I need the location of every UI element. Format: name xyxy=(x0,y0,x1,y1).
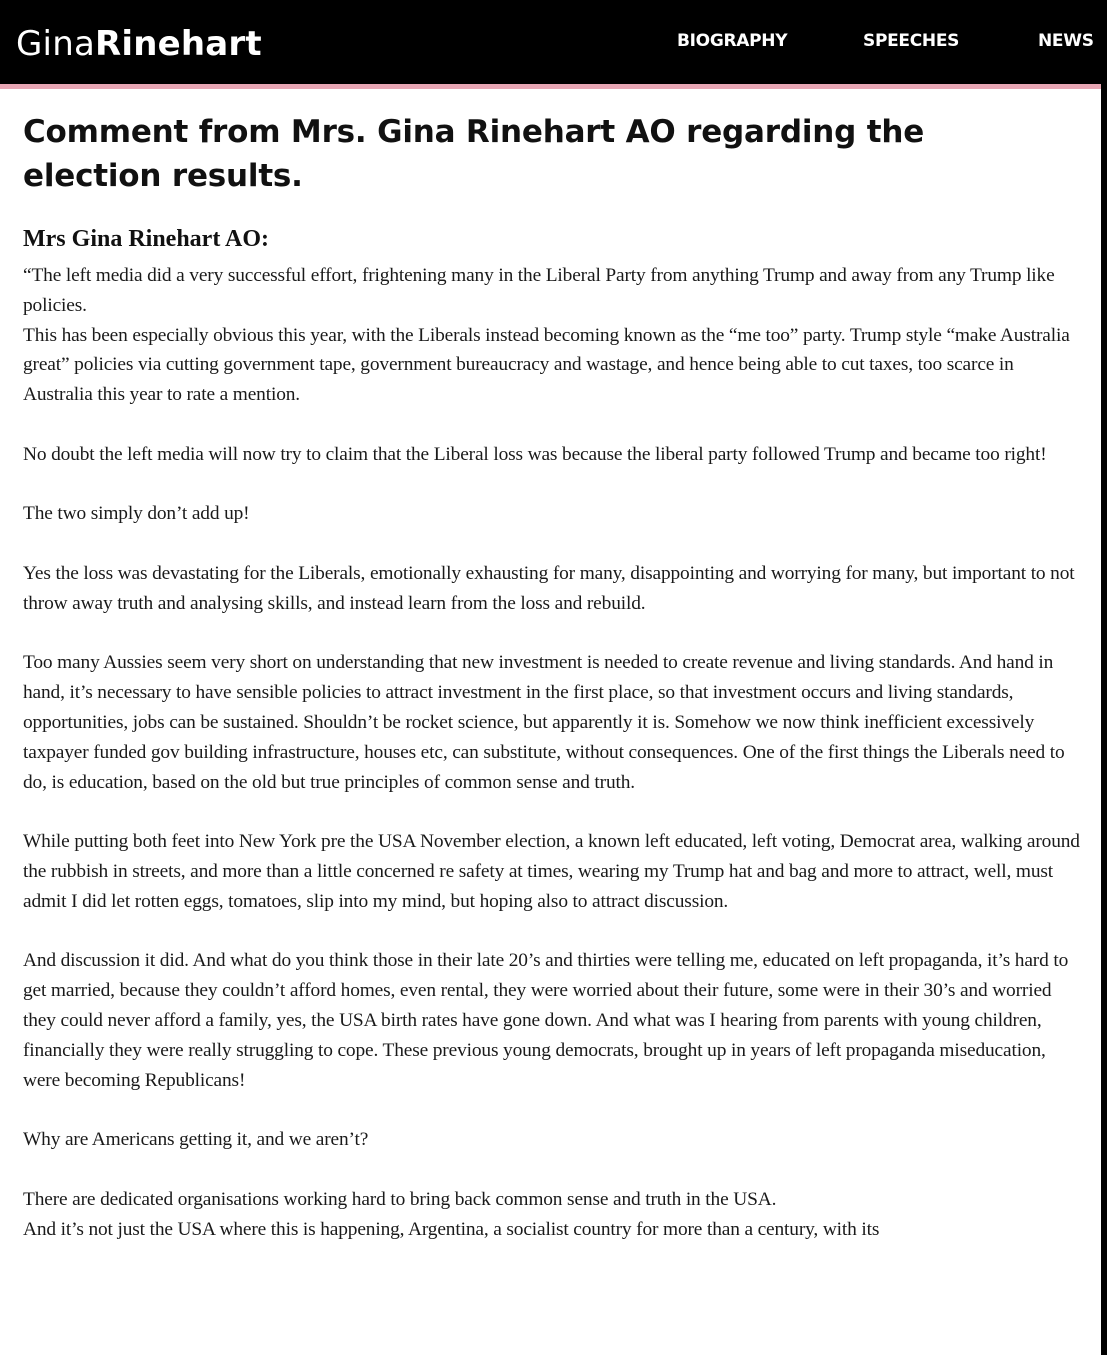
paragraph: Yes the loss was devastating for the Liberals, emotionally exhausting for many, disappointing and worrying for many, but important to not throw away truth and analysing skills, and instead learn from the loss and rebuild. xyxy=(23,562,1075,614)
page-title: Comment from Mrs. Gina Rinehart AO regarding the election results. xyxy=(23,114,925,194)
nav-biography[interactable]: BIOGRAPHY xyxy=(677,31,788,51)
paragraph: And discussion it did. And what do you think those in their late 20’s and thirties were telling me, educated on left propaganda, it’s hard to get married, because they couldn’t afford homes, even rental, they were worried about their future, some were in their 30’s and worried they could never afford a family, yes, the USA birth rates have gone down. And what was I hearing from parents with young children, financially they were really struggling to cope. These previous young democrats, brought up in years of left propaganda miseducation, were becoming Republicans! xyxy=(23,950,1069,1091)
nav-news[interactable]: NEWS xyxy=(1038,31,1094,51)
logo-last-name: Rinehart xyxy=(94,24,262,64)
logo-first-name: Gina xyxy=(16,24,95,64)
paragraph: “The left media did a very successful effort, frightening many in the Liberal Party from anything Trump and away from any Trump like policies. xyxy=(23,265,1055,316)
paragraph: No doubt the left media will now try to claim that the Liberal loss was because the liberal party followed Trump and became too right! xyxy=(23,443,1047,465)
article-container xyxy=(0,89,1101,1355)
paragraph: Why are Americans getting it, and we aren’t? xyxy=(23,1129,369,1151)
article-body xyxy=(23,261,1083,1244)
site-header xyxy=(0,0,1107,84)
paragraph: The two simply don’t add up! xyxy=(23,503,250,525)
paragraph: Too many Aussies seem very short on understanding that new investment is needed to create revenue and living standards. And hand in hand, it’s necessary to have sensible policies to attract investment in the first place, so that investment occurs and living standards, opportunities, jobs can be sustained. Shouldn’t be rocket science, but apparently it is. Somehow we now think inefficient excessively taxpayer funded gov building infrastructure, houses etc, can substitute, without consequences. One of the first things the Liberals need to do, is education, based on the old but true principles of common sense and truth. xyxy=(23,652,1065,793)
nav-speeches[interactable]: SPEECHES xyxy=(863,31,960,51)
paragraph: There are dedicated organisations working hard to bring back common sense and truth in the USA. xyxy=(23,1188,777,1210)
speaker-heading: Mrs Gina Rinehart AO: xyxy=(23,226,269,252)
paragraph: While putting both feet into New York pre the USA November election, a known left educated, left voting, Democrat area, walking around the rubbish in streets, and more than a little concerned re safety at times, wearing my Trump hat and bag and more to attract, well, must admit I did let rotten eggs, tomatoes, slip into my mind, but hoping also to attract discussion. xyxy=(23,831,1080,912)
paragraph: This has been especially obvious this year, with the Liberals instead becoming known as the “me too” party. Trump style “make Australia great” policies via cutting government tape, government bureaucracy and wastage, and hence being able to cut taxes, too scarce in Australia this year to rate a mention. xyxy=(23,324,1070,406)
right-edge-bar xyxy=(1101,84,1107,1355)
site-logo[interactable] xyxy=(16,20,262,68)
paragraph: And it’s not just the USA where this is happening, Argentina, a socialist country for more than a century, with its xyxy=(23,1218,880,1240)
